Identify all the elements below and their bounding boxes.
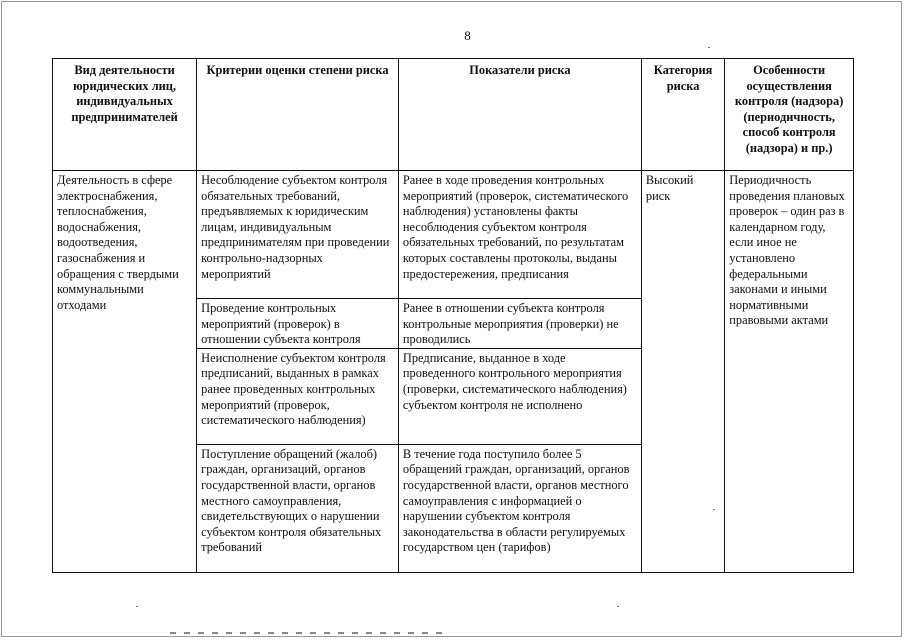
indicator-cell: Предписание, выданное в ходе проведенного контрольного мероприятия (проверки, систематического наблюдения) субъектом контроля не исполнено <box>398 348 641 444</box>
category-cell: Высокий риск <box>641 171 724 573</box>
criterion-cell: Поступление обращений (жалоб) граждан, организаций, органов государственной власти, органов местного самоуправления, свидетельствующих о нарушении субъектом контроля обязательных требований <box>197 444 399 572</box>
header-features: Особенности осуществления контроля (надзора) (периодичность, способ контроля (надзора) и пр.) <box>725 59 854 171</box>
criterion-cell: Несоблюдение субъектом контроля обязательных требований, предъявляемых к юридическим лицам, индивидуальным предпринимателям при проведении контрольно-надзорных мероприятий <box>197 171 399 299</box>
indicator-cell: В течение года поступило более 5 обращений граждан, организаций, органов государственной власти, органов местного самоуправления с информацией о нарушении субъектом контроля законодательства в области регулируемых государством цен (тарифов) <box>398 444 641 572</box>
criterion-cell: Неисполнение субъектом контроля предписаний, выданных в рамках ранее проведенных контрольных мероприятий (проверок, систематического наблюдения) <box>197 348 399 444</box>
scan-speck <box>713 509 715 510</box>
table-header-row <box>53 59 854 171</box>
risk-criteria-table <box>52 58 854 573</box>
activity-cell: Деятельность в сфере электроснабжения, теплоснабжения, водоснабжения, водоотведения, газоснабжения и обращения с твердыми коммунальными отходами <box>53 171 197 573</box>
header-criteria: Критерии оценки степени риска <box>197 59 399 171</box>
header-indicators: Показатели риска <box>398 59 641 171</box>
table-row <box>53 171 854 299</box>
scan-edge-noise <box>170 632 450 634</box>
scan-speck <box>617 606 619 607</box>
header-category: Категория риска <box>641 59 724 171</box>
header-activity: Вид деятельности юридических лиц, индивидуальных предпринимателей <box>53 59 197 171</box>
criterion-cell: Проведение контрольных мероприятий (проверок) в отношении субъекта контроля <box>197 299 399 349</box>
scan-speck <box>136 606 138 607</box>
scan-speck <box>708 47 710 48</box>
features-cell: Периодичность проведения плановых проверок – один раз в календарном году, если иное не установлено федеральными законами и иными нормативными правовыми актами <box>725 171 854 573</box>
page-number: 8 <box>464 28 471 43</box>
indicator-cell: Ранее в ходе проведения контрольных мероприятий (проверок, систематического наблюдения) установлены факты несоблюдения субъектом контроля обязательных требований, по результатам которых составлены протоколы, выданы предостережения, предписания <box>398 171 641 299</box>
indicator-cell: Ранее в отношении субъекта контроля контрольные мероприятия (проверки) не проводились <box>398 299 641 349</box>
